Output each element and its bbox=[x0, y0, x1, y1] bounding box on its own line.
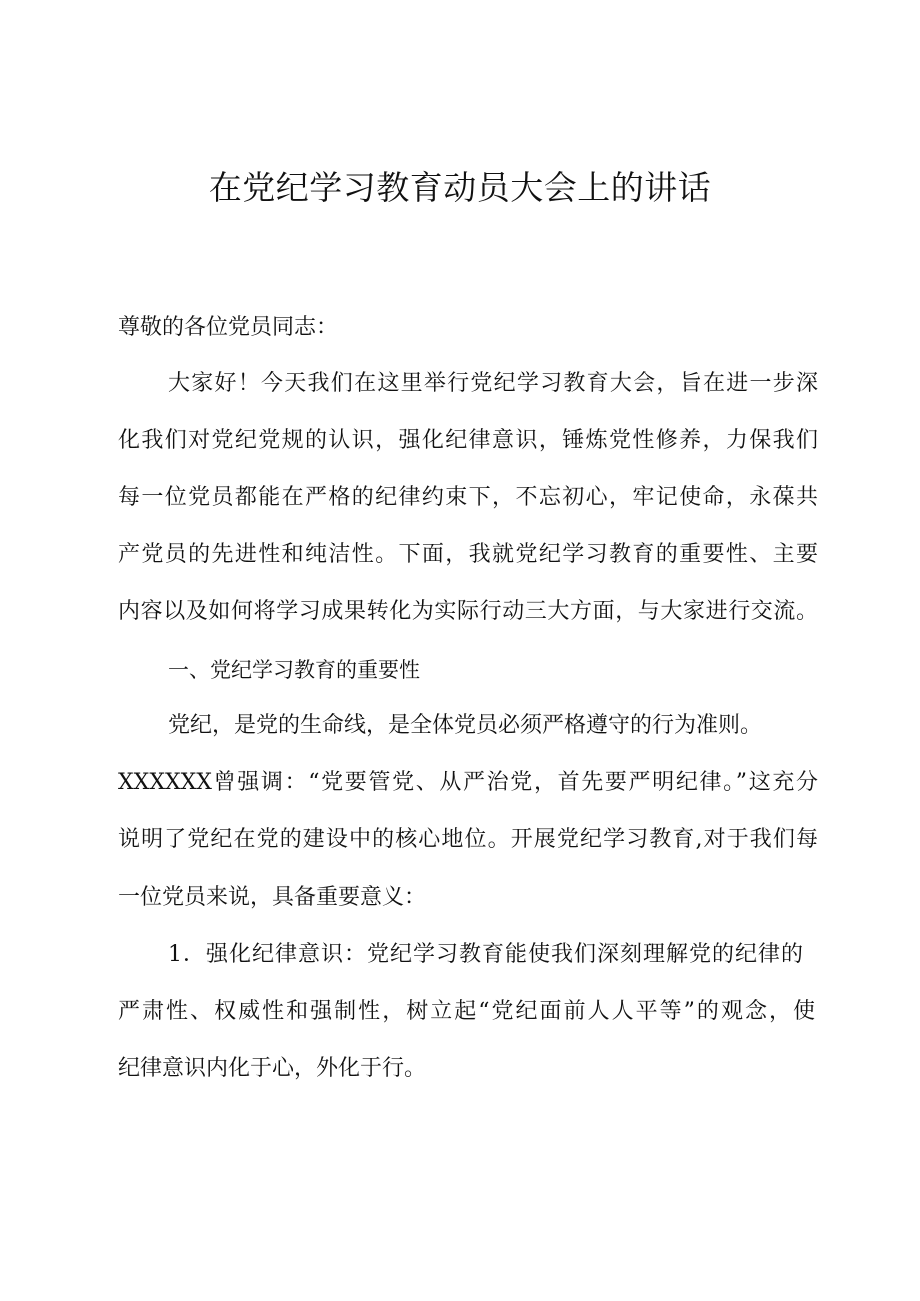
section-heading: 一、党纪学习教育的重要性 bbox=[168, 658, 420, 682]
list-item-line: 1．强化纪律意识：党纪学习教育能使我们深刻理解党的纪律的 bbox=[168, 942, 803, 967]
document-title: 在党纪学习教育动员大会上的讲话 bbox=[208, 168, 712, 207]
paragraph-line: 说明了党纪在党的建设中的核心地位。开展党纪学习教育,对于我们每 bbox=[118, 827, 818, 852]
paragraph-line: 每一位党员都能在严格的纪律约束下，不忘初心，牢记使命，永葆共 bbox=[118, 485, 818, 510]
paragraph-line: 内容以及如何将学习成果转化为实际行动三大方面，与大家进行交流。 bbox=[118, 599, 818, 624]
paragraph-line: 一位党员来说，具备重要意义： bbox=[118, 885, 427, 910]
list-item-line: 严肃性、权威性和强制性，树立起“党纪面前人人平等”的观念，使 bbox=[118, 999, 815, 1024]
list-item-line: 纪律意识内化于心，外化于行。 bbox=[118, 1056, 427, 1081]
paragraph-line: XXXXXX曾强调：“党要管党、从严治党，首先要严明纪律。”这充分 bbox=[118, 770, 818, 795]
paragraph-line: 产党员的先进性和纯洁性。下面，我就党纪学习教育的重要性、主要 bbox=[118, 542, 818, 567]
paragraph-line: 党纪，是党的生命线，是全体党员必须严格遵守的行为准则。 bbox=[168, 713, 763, 738]
paragraph-line: 化我们对党纪党规的认识，强化纪律意识，锤炼党性修养，力保我们 bbox=[118, 428, 818, 453]
paragraph-line: 大家好！今天我们在这里举行党纪学习教育大会，旨在进一步深 bbox=[168, 371, 818, 396]
salutation: 尊敬的各位党员同志： bbox=[118, 315, 339, 340]
